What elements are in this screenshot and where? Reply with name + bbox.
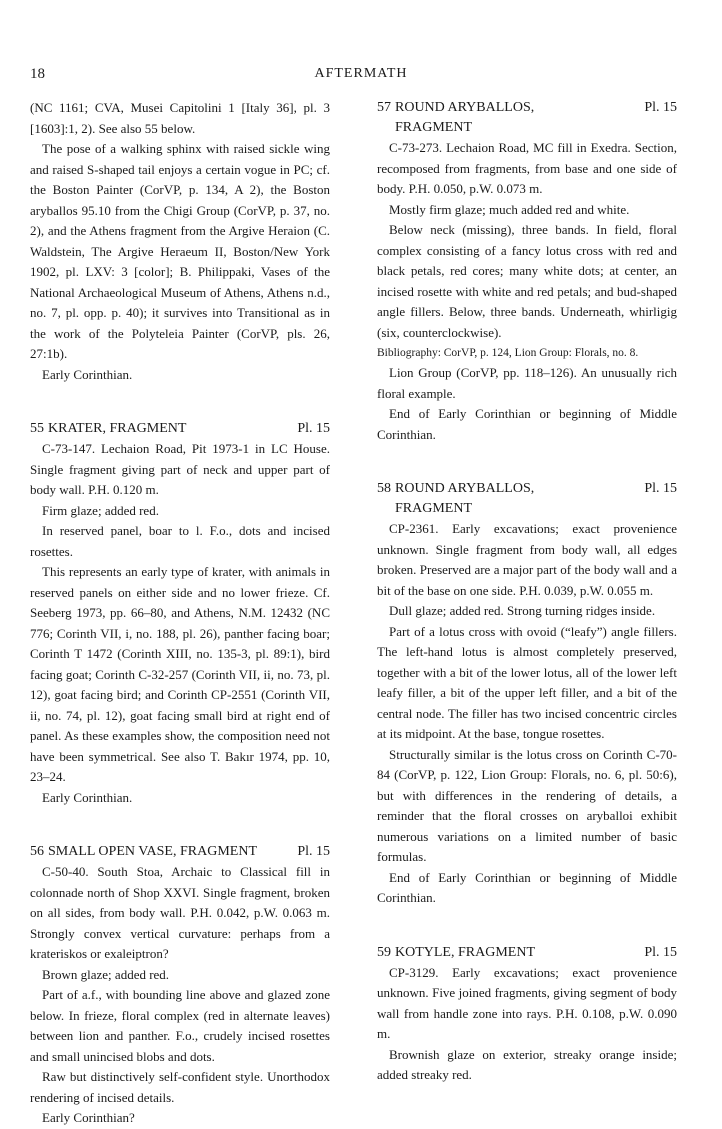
entry-title: KRATER, FRAGMENT bbox=[48, 421, 187, 436]
entry-paragraph: In reserved panel, boar to l. F.o., dots and incised rosettes. bbox=[30, 523, 330, 559]
entry-paragraph: Early Corinthian? bbox=[42, 1110, 135, 1125]
catalogue-entry-57 bbox=[377, 98, 677, 445]
entry-paragraph: Dull glaze; added red. Strong turning ridges inside. bbox=[389, 603, 656, 618]
bibliography-line: Bibliography: CorVP, p. 124, Lion Group: Florals, no. 8. bbox=[377, 347, 639, 359]
plate-reference: Pl. 15 bbox=[297, 844, 330, 859]
plate-reference: Pl. 15 bbox=[297, 421, 330, 436]
entry-paragraph: C-50-40. South Stoa, Archaic to Classical fill in colonnade north of Shop XXVI. Single fragment, broken on all sides, from body wall. P.H. 0.042, p.W. 0.063 m. Strongly convex vertical curvature: perhaps from a krateriskos or exaleiptron? bbox=[30, 864, 330, 961]
entry-heading bbox=[377, 465, 677, 519]
entry-paragraph: Firm glaze; added red. bbox=[42, 502, 159, 518]
entry-paragraph: Lion Group (CorVP, pp. 118–126). An unusually rich floral example. bbox=[377, 365, 677, 401]
entry-paragraph: End of Early Corinthian or beginning of Middle Corinthian. bbox=[377, 406, 677, 442]
entry-paragraph: CP-2361. Early excavations; exact provenience unknown. Single fragment from body wall, all edges broken. Preserved are a major part of the body wall and a bit of the base on one side. P.H. 0.039, p.W. 0.055 m. bbox=[377, 521, 677, 598]
entry-paragraph: Part of a.f., with bounding line above and glazed zone below. In frieze, floral complex (red in alternate leaves) between lion and panther. F.o., crudely incised rosettes and small unincised blobs and dots. bbox=[30, 987, 330, 1064]
catalogue-entry-58 bbox=[377, 465, 677, 909]
entry-paragraph: CP-3129. Early excavations; exact provenience unknown. Five joined fragments, giving segment of body wall from handle zone into rays. P.H. 0.108, p.W. 0.090 m. bbox=[377, 964, 677, 1041]
entry-paragraph: C-73-147. Lechaion Road, Pit 1973-1 in LC House. Single fragment giving part of neck and upper part of body wall. P.H. 0.120 m. bbox=[30, 441, 330, 497]
entry-title: ROUND ARYBALLOS, bbox=[395, 100, 535, 115]
entry-heading bbox=[377, 98, 677, 138]
entry-subtitle: FRAGMENT bbox=[395, 120, 473, 135]
catalogue-entry-56 bbox=[30, 828, 330, 1129]
entry-paragraph: This represents an early type of krater, with animals in reserved panels on either side and no lower frieze. Cf. Seeberg 1973, pp. 66–80, and Athens, N.M. 12432 (NC 776; Corinth VII, i, no. 188, pl. 26), panther facing boar; Corinth T 1472 (Corinth XIII, no. 135-3, pl. 89:1), bird facing goat; Corinth C-32-257 (Corinth VII, ii, no. 73, pl. 12), goat facing bird; and Corinth CP-2551 (Corinth VII, ii, no. 74, pl. 12), goat facing small bird at right end of panel. As these examples show, the composition need not have been symmetrical. See also T. Bakır 1974, pp. 10, 23–24. bbox=[30, 564, 330, 784]
entry-paragraph: Below neck (missing), three bands. In field, floral complex consisting of a fancy lotus cross with red and black petals, red cores; many white dots; at center, an incised rosette with white and red petals; and bud-shaped angle fillers. Below, three bands. Underneath, whirligig (six, counterclockwise). bbox=[377, 222, 677, 340]
entry-number: 55 bbox=[30, 421, 44, 436]
catalogue-entry-55 bbox=[30, 405, 330, 808]
entry-paragraph: C-73-273. Lechaion Road, MC fill in Exedra. Section, recomposed from fragments, from base and one side of body. P.H. 0.050, p.W. 0.073 m. bbox=[377, 140, 677, 196]
continuation-paragraph: (NC 1161; CVA, Musei Capitolini 1 [Italy 36], pl. 3 [1603]:1, 2). See also 55 below. bbox=[30, 100, 330, 136]
plate-reference: Pl. 15 bbox=[644, 481, 677, 496]
entry-number: 59 bbox=[377, 944, 391, 960]
entry-number: 58 bbox=[377, 481, 391, 496]
entry-paragraph: Mostly firm glaze; much added red and white. bbox=[389, 201, 630, 217]
entry-number: 57 bbox=[377, 100, 391, 115]
page-number: 18 bbox=[30, 66, 45, 82]
entry-title: ROUND ARYBALLOS, bbox=[395, 481, 535, 496]
entry-paragraph: End of Early Corinthian or beginning of Middle Corinthian. bbox=[377, 869, 677, 905]
entry-paragraph: Structurally similar is the lotus cross on Corinth C-70-84 (CorVP, p. 122, Lion Group: Florals, no. 6, pl. 50:6), but with differences in the rendering of details, a reminder that the floral crosses on aryballoi exhibit numerous variations on a limited number of basic formulas. bbox=[377, 746, 677, 864]
entry-paragraph: Brown glaze; added red. bbox=[42, 966, 170, 982]
entry-title: KOTYLE, FRAGMENT bbox=[395, 944, 535, 960]
continuation-paragraph: The pose of a walking sphinx with raised sickle wing and raised S-shaped tail enjoys a certain vogue in PC; cf. the Boston Painter (CorVP, p. 134, A 2), the Boston aryballos 95.10 from the Chigi Group (CorVP, p. 37, no. 2), and the Athens fragment from the Argive Heraion (C. Waldstein, The Argive Heraeum II, Boston/New York 1902, pl. LXV: 3 [color]; B. Philippaki, Vases of the National Archaeological Museum of Athens, Athens n.d., no. 7, pl. opp. p. 40); it survives into Transitional as in the work of the Polyteleia Painter (CorVP, pls. 26, 27:1b). bbox=[30, 141, 330, 361]
left-column bbox=[30, 98, 330, 1129]
entry-paragraph: Early Corinthian. bbox=[42, 789, 133, 805]
right-column bbox=[377, 98, 677, 1086]
entry-paragraph: Part of a lotus cross with ovoid (“leafy”) angle fillers. The left-hand lotus is almost completely preserved, together with a bit of the lower lotus, all of the lower left leafy filler, a bit of the upper left filler, and a bit of the central node. The filler has two incised concentric circles at its midpoint. At the base, tongue rosettes. bbox=[377, 623, 677, 741]
entry-heading bbox=[377, 929, 677, 963]
entry-number: 56 bbox=[30, 844, 44, 859]
entry-paragraph: Brownish glaze on exterior, streaky orange inside; added streaky red. bbox=[377, 1046, 677, 1082]
continuation-paragraph: Early Corinthian. bbox=[42, 366, 133, 382]
entry-title: SMALL OPEN VASE, FRAGMENT bbox=[48, 844, 257, 859]
entry-paragraph: Raw but distinctively self-confident style. Unorthodox rendering of incised details. bbox=[30, 1069, 330, 1105]
entry-heading bbox=[30, 828, 330, 862]
entry-heading bbox=[30, 405, 330, 439]
plate-reference: Pl. 15 bbox=[644, 100, 677, 115]
catalogue-entry-59 bbox=[377, 929, 677, 1086]
running-title: AFTERMATH bbox=[314, 66, 408, 81]
entry-subtitle: FRAGMENT bbox=[395, 501, 473, 516]
plate-reference: Pl. 15 bbox=[644, 944, 677, 960]
